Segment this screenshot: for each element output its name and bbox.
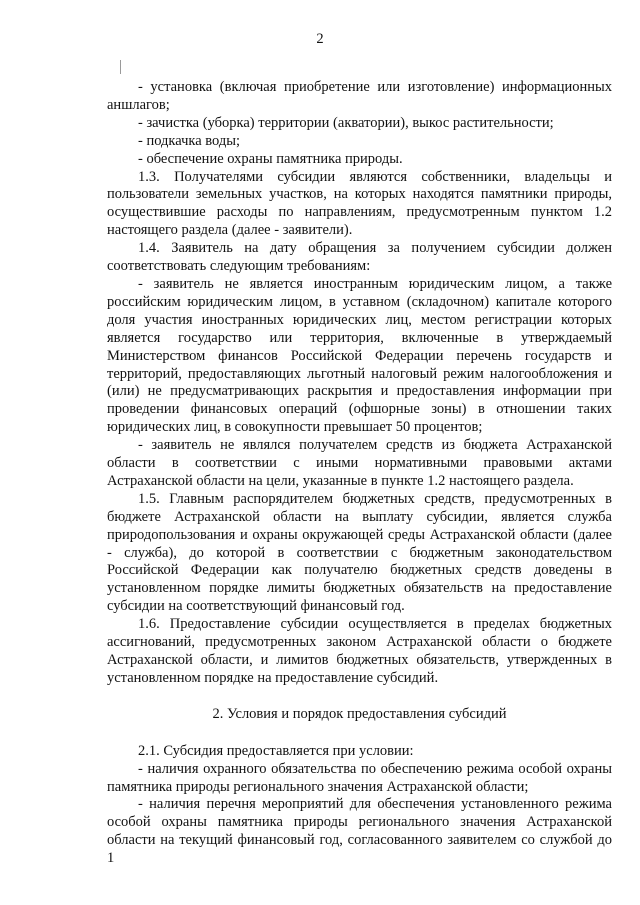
scan-mark: [120, 60, 121, 74]
clause-paragraph: 1.3. Получателями субсидии являются собственники, владельцы и пользователи земельных участков, на которых находятся памятники природы, осуществившие расходы по направлениям, предусмотренным пунктом 1.2 настоящего раздела (далее - заявители).: [107, 168, 612, 239]
requirement-item: - заявитель не являлся получателем средств из бюджета Астраханской области в соответствии с иными нормативными правовыми актами Астраханской области на цели, указанные в пункте 1.2 настоящего раздела.: [107, 437, 612, 489]
list-item: - установка (включая приобретение или изготовление) информационных аншлагов;: [107, 79, 612, 113]
document-body: [107, 79, 612, 868]
clause-paragraph: 1.4. Заявитель на дату обращения за получением субсидии должен соответствовать следующим требованиям:: [107, 240, 612, 275]
condition-item: - наличия охранного обязательства по обеспечению режима особой охраны памятника природы регионального значения Астраханской области;: [107, 760, 612, 795]
list-item: - зачистка (уборка) территории (акватории), выкос растительности;: [138, 114, 554, 131]
list-item: - обеспечение охраны памятника природы.: [138, 150, 403, 167]
requirement-item: - заявитель не является иностранным юридическим лицом, а также российским юридическим лицом, в уставном (складочном) капитале которого доля участия иностранных юридических лиц, местом регистрации которых является государство или территория, включенные в утверждаемый Министерством финансов Российской Федерации перечень государств и территорий, предоставляющих льготный налоговый режим налогообложения и (или) не предусматривающих раскрытия и предоставления информации при проведении финансовых операций (офшорные зоны) в отношении таких юридических лиц, в совокупности превышает 50 процентов;: [107, 275, 612, 436]
list-item: - подкачка воды;: [138, 132, 241, 149]
clause-paragraph: 1.6. Предоставление субсидии осуществляется в пределах бюджетных ассигнований, предусмотренных законом Астраханской области о бюджете Астраханской области, и лимитов бюджетных обязательств, утвержденных в установленном порядке на предоставление субсидий.: [107, 616, 612, 686]
page-number: 2: [316, 31, 324, 47]
condition-item: - наличия перечня мероприятий для обеспечения установленного режима особой охраны памятника природы регионального значения Астраханской области на текущий финансовый год, согласованного заявителем со службой до 1: [107, 796, 612, 867]
clause-paragraph: 1.5. Главным распорядителем бюджетных средств, предусмотренных в бюджете Астраханской области на выплату субсидии, является служба природопользования и охраны окружающей среды Астраханской области (далее - служба), до которой в соответствии с бюджетным законодательством Российской Федерации как получателю бюджетных средств доведены в установленном порядке лимиты бюджетных обязательств на предоставление субсидии на соответствующий финансовый год.: [107, 490, 612, 615]
section-heading: 2. Условия и порядок предоставления субсидий: [212, 705, 507, 722]
clause-paragraph: 2.1. Субсидия предоставляется при условии:: [138, 742, 414, 759]
